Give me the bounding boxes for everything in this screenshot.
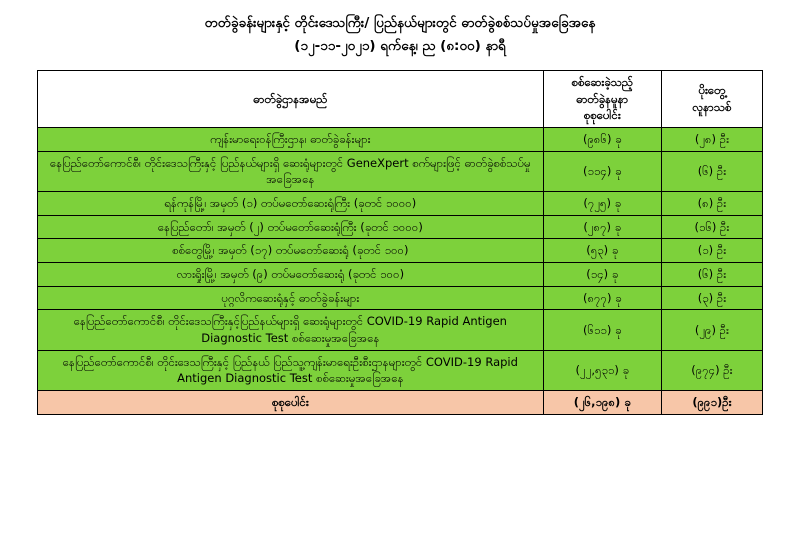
table-total-row (38, 390, 763, 414)
row-samples: (၆၁၁) ခု (543, 310, 661, 350)
row-positives: (၆) ဦး (661, 151, 762, 191)
header-lab-name: ဓာတ်ခွဲဌာနအမည် (38, 70, 544, 127)
header-samples-tested (543, 70, 661, 127)
row-samples: (၂၈၇) ခု (543, 215, 661, 239)
row-label: စစ်တွေမြို့၊ အမှတ် (၁၇) တပ်မတော်ဆေးရုံ (ခုတင် ၁၀၀) (38, 239, 544, 263)
title-line-1: တတ်ခွဲခန်းများနှင့် တိုင်းဒေသကြီး/ ပြည်နယ်များတွင် ဓာတ်ခွဲစစ်သပ်မှုအခြေအနေ (204, 15, 596, 31)
row-label: ပုဂ္ဂလိကဆေးရုံနှင့် ဓာတ်ခွဲခန်းများ (38, 286, 544, 310)
table-row (38, 239, 763, 263)
table-row (38, 127, 763, 151)
row-positives: (၉၇၄) ဦး (661, 350, 762, 390)
table-row (38, 215, 763, 239)
report-table (37, 70, 763, 415)
row-positives: (၆) ဦး (661, 262, 762, 286)
header-samples-line-2: ဓာတ်ခွဲနမူနာ (576, 91, 629, 106)
row-label: နေပြည်တော်ကောင်စီ၊ တိုင်းဒေသကြီးနှင့် ပြည်နယ် ပြည်သူ့ကျန်းမာရေးဦးစီးဌာနများတွင် COVID-19 Rapid Antigen Diagnostic Test စစ်ဆေးမှုအခြေအနေ (38, 350, 544, 390)
total-label: စုစုပေါင်း (38, 390, 544, 414)
table-row (38, 191, 763, 215)
row-samples: (၇၂၅) ခု (543, 191, 661, 215)
row-positives: (၃) ဦး (661, 286, 762, 310)
table-row (38, 310, 763, 350)
header-positives-line-2: လူနာသစ် (692, 99, 732, 114)
row-positives: (၂၉) ဦး (661, 310, 762, 350)
row-positives: (၈) ဦး (661, 191, 762, 215)
table-row (38, 350, 763, 390)
table-row (38, 151, 763, 191)
row-label: နေပြည်တော်ကောင်စီ၊ တိုင်းဒေသကြီးနှင့် ပြည်နယ်များရှိ ဆေးရုံများတွင် GeneXpert စက်များဖြင့် ဓာတ်ခွဲစစ်သပ်မှုအခြေအနေ (38, 151, 544, 191)
row-label: နေပြည်တော်ကောင်စီ၊ တိုင်းဒေသကြီးနှင့်ပြည်နယ်များရှိ ဆေးရုံများတွင် COVID-19 Rapid Antigen Diagnostic Test စစ်ဆေးမှုအခြေအနေ (38, 310, 544, 350)
table-row (38, 286, 763, 310)
table-row (38, 262, 763, 286)
row-label: လားရှိုးမြို့၊ အမှတ် (၉) တပ်မတော်ဆေးရုံ (ခုတင် ၁၀၀) (38, 262, 544, 286)
row-label: နေပြည်တော်၊ အမှတ် (၂) တပ်မတော်ဆေးရုံကြီး (ခုတင် ၁၀၀၀) (38, 215, 544, 239)
row-samples: (၉၈၆) ခု (543, 127, 661, 151)
total-samples: (၂၆,၁၉၈) ခု (543, 390, 661, 414)
table-body (38, 127, 763, 414)
row-samples: (၈၇၇) ခု (543, 286, 661, 310)
row-label: ရန်ကုန်မြို့၊ အမှတ် (၁) တပ်မတော်ဆေးရုံကြီး (ခုတင် ၁၀၀၀) (38, 191, 544, 215)
row-samples: (၁၁၄) ခု (543, 151, 661, 191)
row-positives: (၂၈) ဦး (661, 127, 762, 151)
row-samples: (၁၄) ခု (543, 262, 661, 286)
header-samples-line-3: စုစုပေါင်း (583, 108, 621, 123)
header-samples-line-1: စစ်ဆေးခဲ့သည့် (571, 74, 633, 89)
row-samples: (၂၂,၅၃၁) ခု (543, 350, 661, 390)
document-title (0, 8, 800, 64)
row-positives: (၁၆) ဦး (661, 215, 762, 239)
header-new-positives (661, 70, 762, 127)
row-samples: (၅၃) ခု (543, 239, 661, 263)
table-header-row (38, 70, 763, 127)
report-table-wrapper (37, 70, 763, 415)
row-positives: (၁) ဦး (661, 239, 762, 263)
title-line-2: (၁၂-၁၁-၂၀၂၁) ရက်နေ့၊ ည (၈:၀၀) နာရီ (294, 37, 506, 54)
row-label: ကျန်းမာရေးဝန်ကြီးဌာန၊ ဓာတ်ခွဲခန်းများ (38, 127, 544, 151)
header-positives-line-1: ပိုးတွေ့ (698, 83, 726, 98)
total-positives: (၉၉၁)ဦး (661, 390, 762, 414)
